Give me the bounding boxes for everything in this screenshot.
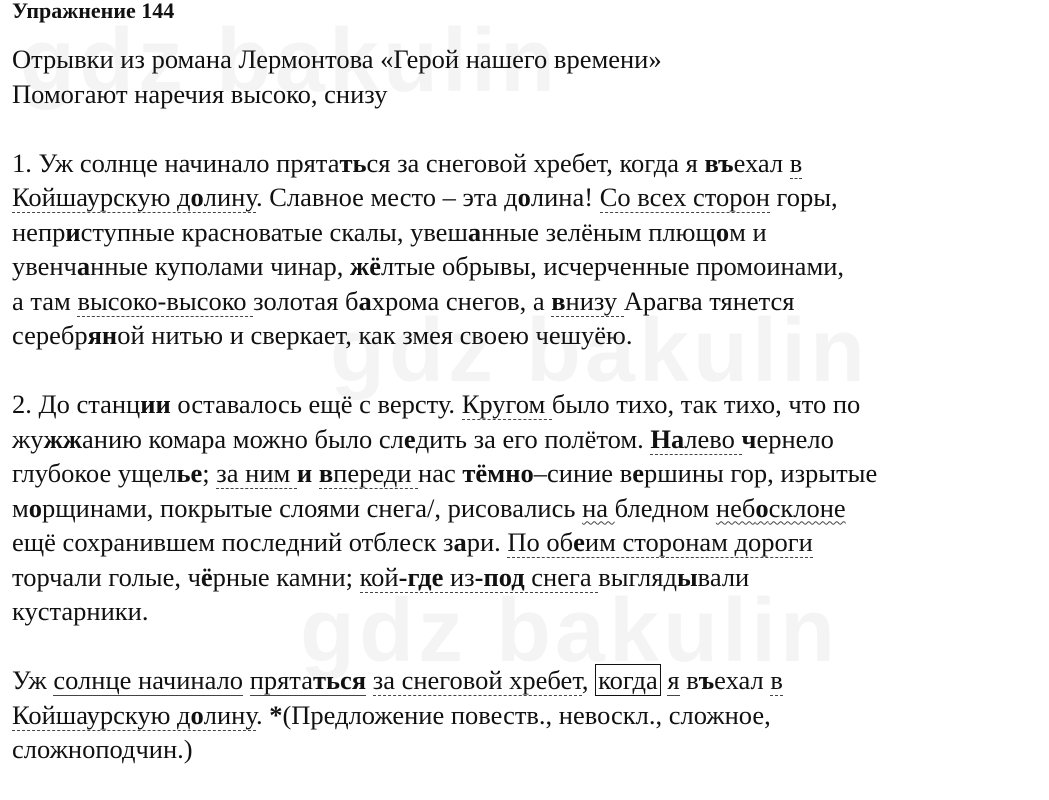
- paragraph-1-line: Койшаурскую долину. Славное место – эта долина! Со всех сторон горы,: [12, 182, 838, 212]
- paragraph-1-line: 1. Уж солнце начинало прятаться за снеговой хребет, когда я въехал в: [12, 147, 803, 178]
- document-page: [12, 0, 1042, 767]
- paragraph-2-line: кустарники.: [12, 596, 149, 626]
- paragraph-2-line: торчали голые, чёрные камни; кой-где из-под снега выглядывали: [12, 561, 750, 592]
- intro-line: Отрывки из романа Лермонтова «Герой нашего времени»: [12, 44, 662, 74]
- paragraph-2-line: жужжанию комара можно было следить за его полётом. Налево чернело: [12, 423, 834, 454]
- paragraph-2-line: морщинами, покрытые слоями снега/, рисовались на бледном небосклоне: [12, 492, 846, 523]
- analysis-line: Койшаурскую долину. *(Предложение повеств., невоскл., сложное,: [12, 699, 771, 730]
- exercise-title: Упражнение 144: [12, 0, 175, 23]
- paragraph-1-line: увенчанные куполами чинар, жёлтые обрывы, исчерченные промоинами,: [12, 251, 845, 281]
- analysis-line: Уж солнце начинало прятаться за снеговой хребет, когда я въехал в: [12, 665, 783, 695]
- paragraph-1-line: серебряной нитью и сверкает, как змея своею чешуёю.: [12, 320, 633, 350]
- paragraph-2-line: 2. До станции оставалось ещё с версту. Кругом было тихо, так тихо, что по: [12, 389, 861, 419]
- conjunction-box: когда: [595, 664, 661, 696]
- paragraph-2-line: ещё сохранившем последний отблеск зари. По обеим сторонам дороги: [12, 527, 813, 557]
- paragraph-2-line: глубокое ущелье; за ним и впереди нас тёмно–синие вершины гор, изрытые: [12, 458, 878, 488]
- paragraph-1-line: а там высоко-высоко золотая бахрома снегов, а внизу Арагва тянется: [12, 285, 795, 316]
- analysis-line: сложноподчин.): [12, 734, 193, 764]
- paragraph-1-line: неприступные красноватые скалы, увешанные зелёным плющом и: [12, 216, 767, 247]
- intro-line: Помогают наречия высоко, снизу: [12, 78, 388, 109]
